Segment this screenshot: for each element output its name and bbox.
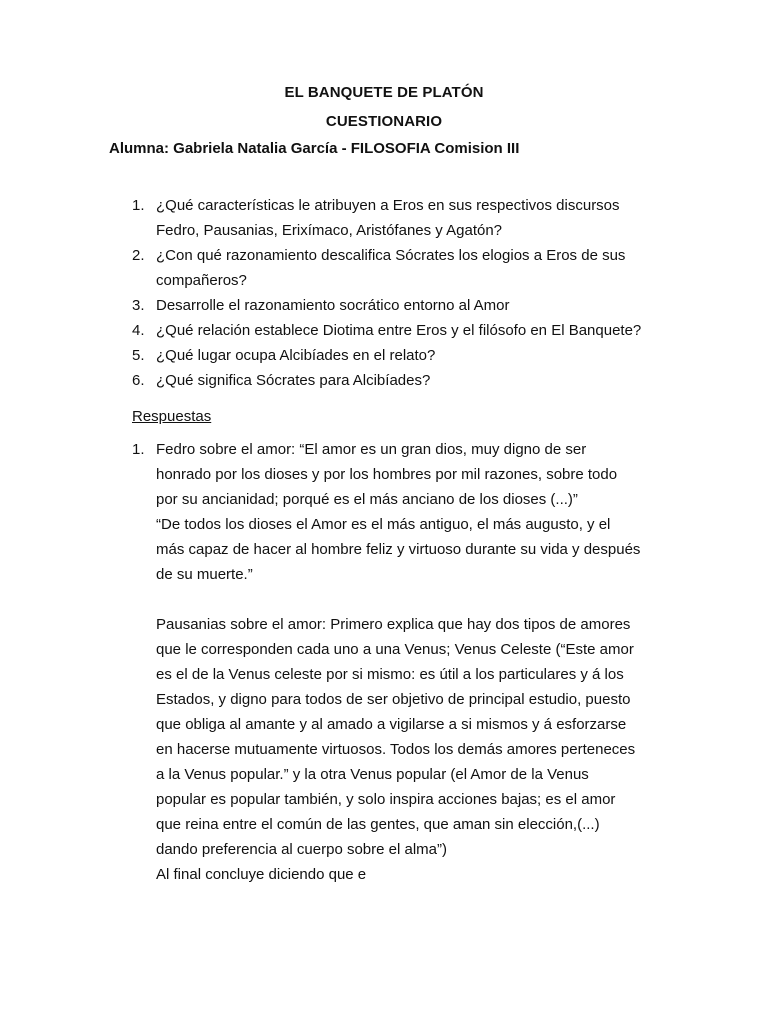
question-text-line: ¿Con qué razonamiento descalifica Sócrates los elogios a Eros de sus xyxy=(156,247,626,264)
document-subtitle: CUESTIONARIO xyxy=(325,113,443,130)
answer-text-line: a la Venus popular.” y la otra Venus popular (el Amor de la Venus xyxy=(156,766,589,783)
question-item xyxy=(0,293,656,318)
question-number: 2. xyxy=(132,247,145,264)
answer-text-line: que reina entre el común de las gentes, que aman sin elección,(...) xyxy=(156,816,600,833)
answer-text-line: que le corresponden cada uno a una Venus; Venus Celeste (“Este amor xyxy=(156,641,634,658)
question-item xyxy=(0,243,656,293)
document-title: EL BANQUETE DE PLATÓN xyxy=(284,84,484,101)
answer-text-line: más capaz de hacer al hombre feliz y virtuoso durante su vida y después xyxy=(156,541,641,558)
answer-text-line: Pausanias sobre el amor: Primero explica que hay dos tipos de amores xyxy=(156,616,631,633)
question-text-line: Desarrolle el razonamiento socrático entorno al Amor xyxy=(156,297,510,314)
answer-text-line: de su muerte.” xyxy=(156,566,253,583)
question-number: 1. xyxy=(132,197,145,214)
question-text-line: ¿Qué significa Sócrates para Alcibíades? xyxy=(156,372,431,389)
question-item xyxy=(0,343,656,368)
question-text-line: ¿Qué características le atribuyen a Eros en sus respectivos discursos xyxy=(156,197,620,214)
answer-text-line: Fedro sobre el amor: “El amor es un gran dios, muy digno de ser xyxy=(156,441,587,458)
answer-text-line: en hacerse mutuamente virtuosos. Todos los demás amores perteneces xyxy=(156,741,636,758)
answer-text-line: que obliga al amante y al amado a vigilarse a si mismos y á esforzarse xyxy=(156,716,627,733)
answer-text-line: honrado por los dioses y por los hombres por mil razones, sobre todo xyxy=(156,466,618,483)
answer-text-line: por su ancianidad; porqué es el más anciano de los dioses (...)” xyxy=(156,491,578,508)
question-item xyxy=(0,368,656,393)
answer-text-line: Al final concluye diciendo que e xyxy=(156,866,367,883)
question-text-line: Fedro, Pausanias, Erixímaco, Aristófanes y Agatón? xyxy=(156,222,503,239)
answer-paragraph-pausanias xyxy=(156,612,648,887)
question-text-line: compañeros? xyxy=(156,272,247,289)
answer-text-line: “De todos los dioses el Amor es el más antiguo, el más augusto, y el xyxy=(156,516,611,533)
question-number: 4. xyxy=(132,322,145,339)
question-text-line: ¿Qué relación establece Diotima entre Eros y el filósofo en El Banquete? xyxy=(156,322,642,339)
questions-list xyxy=(0,193,768,393)
question-number: 6. xyxy=(132,372,145,389)
answers-heading: Respuestas xyxy=(132,408,212,425)
answer-text-line: es el de la Venus celeste por si mismo: es útil a los particulares y á los xyxy=(156,666,624,683)
answer-text-line: popular es popular también, y solo inspira acciones bajas; es el amor xyxy=(156,791,616,808)
answer-text-line: Estados, y digno para todos de ser objetivo de principal estudio, puesto xyxy=(156,691,631,708)
question-number: 3. xyxy=(132,297,145,314)
answer-paragraph-fedro xyxy=(156,437,648,587)
question-text-line: ¿Qué lugar ocupa Alcibíades en el relato? xyxy=(156,347,436,364)
student-line: Alumna: Gabriela Natalia García - FILOSOFIA Comision III xyxy=(109,140,520,157)
answer-text-line: dando preferencia al cuerpo sobre el alma”) xyxy=(156,841,447,858)
question-number: 5. xyxy=(132,347,145,364)
question-item xyxy=(0,193,656,243)
answer-number: 1. xyxy=(132,441,145,458)
question-item xyxy=(0,318,656,343)
answer-item xyxy=(0,437,768,887)
